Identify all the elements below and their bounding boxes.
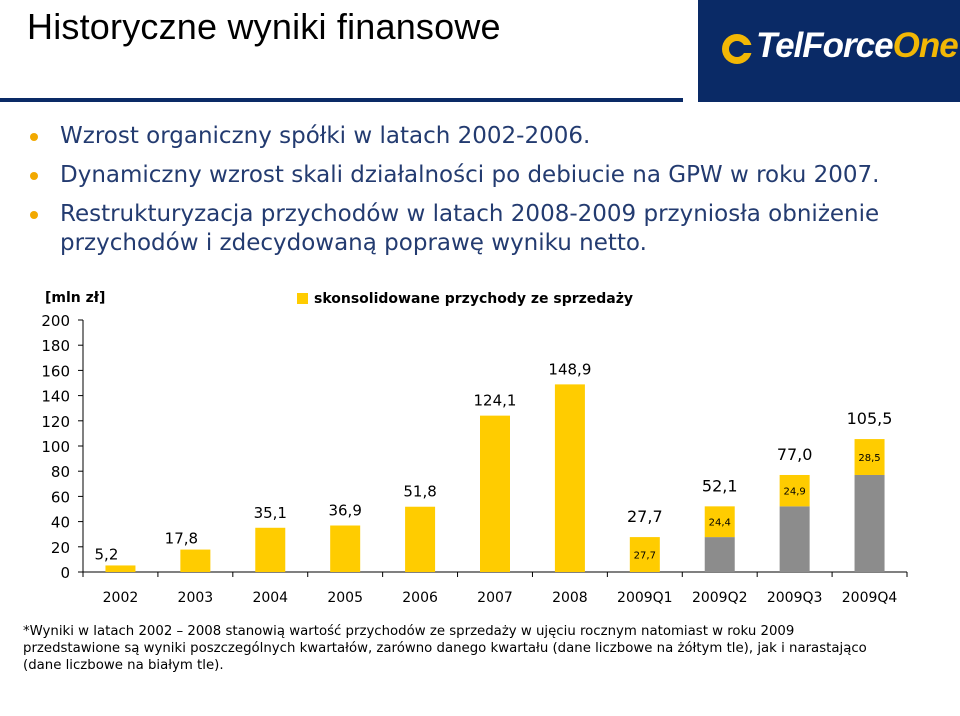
bullet-text: Restrukturyzacja przychodów w latach 2008-2009 przyniosła obniżenie <box>60 201 880 227</box>
bullet-text: Dynamiczny wzrost skali działalności po debiucie na GPW w roku 2007. <box>60 162 880 188</box>
y-tick-label: 100 <box>41 438 70 456</box>
x-tick-label: 2007 <box>477 590 513 606</box>
y-tick-label: 80 <box>50 463 70 482</box>
footnote-line: (dane liczbowe na białym tle). <box>23 658 224 673</box>
footnote-line: *Wyniki w latach 2002 – 2008 stanowią wartość przychodów ze sprzedaży w ujęciu rocznym natomiast w roku 2009 <box>23 624 795 639</box>
bar-value-label: 148,9 <box>548 360 592 379</box>
bar <box>330 526 360 572</box>
x-tick-label: 2009Q4 <box>841 590 898 606</box>
bullet-item <box>24 122 944 151</box>
y-tick-label: 120 <box>41 412 70 431</box>
legend-label: skonsolidowane przychody ze sprzedaży <box>314 291 634 307</box>
bar-value-label: 36,9 <box>328 501 362 520</box>
bar-value-label: 5,2 <box>94 545 119 564</box>
y-tick-label: 140 <box>41 387 70 406</box>
x-tick-label: 2009Q3 <box>766 590 823 606</box>
bullet-dot-icon <box>30 172 38 180</box>
bar-cumulative-label: 105,5 <box>846 409 893 429</box>
x-tick-label: 2008 <box>552 590 588 606</box>
bar <box>405 507 435 572</box>
x-tick-label: 2002 <box>102 590 139 606</box>
bar-cumulative-label: 77,0 <box>776 444 813 464</box>
bar-value-label: 124,1 <box>473 391 517 410</box>
y-tick-label: 20 <box>50 538 70 557</box>
revenue-chart <box>0 275 960 620</box>
bar <box>180 550 210 572</box>
bar-cumulative-base <box>855 475 885 572</box>
bar-value-label: 35,1 <box>253 503 287 522</box>
footnote <box>23 623 943 674</box>
logo-text <box>756 26 958 66</box>
logo-text-part1: TelForce <box>756 26 893 65</box>
y-tick-label: 60 <box>50 488 70 507</box>
bar-cumulative-base <box>780 506 810 572</box>
y-tick-label: 40 <box>50 513 70 532</box>
title-rule <box>0 98 683 102</box>
bar-cumulative-base <box>705 537 735 572</box>
bar <box>555 384 585 572</box>
bar-value-label: 51,8 <box>403 482 437 501</box>
company-logo <box>698 0 960 102</box>
y-tick-label: 180 <box>41 337 70 356</box>
bullet-dot-icon <box>30 211 38 219</box>
x-tick-label: 2003 <box>177 590 214 606</box>
y-unit-label: [mln zł] <box>45 290 106 306</box>
bar <box>105 565 135 572</box>
y-tick-label: 160 <box>41 362 70 381</box>
bar-quarter-label: 28,5 <box>858 453 881 465</box>
logo-mark-icon <box>720 32 754 66</box>
bar-value-label: 17,8 <box>164 529 199 548</box>
logo-text-part2: One <box>892 26 958 65</box>
bullet-text: Wzrost organiczny spółki w latach 2002-2006. <box>60 123 591 149</box>
bullet-dot-icon <box>30 133 38 141</box>
bar <box>255 528 285 572</box>
x-tick-label: 2009Q2 <box>691 590 748 606</box>
page-title: Historyczne wyniki finansowe <box>27 6 501 47</box>
bar-cumulative-label: 52,1 <box>701 476 738 496</box>
y-tick-label: 0 <box>60 564 70 582</box>
x-tick-label: 2009Q1 <box>617 590 673 606</box>
bar-quarter-label: 24,4 <box>708 517 731 529</box>
legend-swatch <box>297 293 308 304</box>
x-tick-label: 2005 <box>327 590 364 606</box>
x-tick-label: 2006 <box>402 590 438 606</box>
x-tick-label: 2004 <box>252 590 289 606</box>
bar-cumulative-label: 27,7 <box>627 507 663 527</box>
bullet-item <box>24 200 944 258</box>
bar <box>480 416 510 572</box>
y-tick-label: 200 <box>41 312 70 330</box>
bar-quarter-label: 24,9 <box>783 486 806 498</box>
footnote-line: przedstawione są wyniki poszczególnych kwartałów, zarówno danego kwartału (dane liczbowe na żółtym tle), jak i narastająco <box>23 641 867 656</box>
bar-quarter-label: 27,7 <box>633 550 656 562</box>
bullet-text-continuation: przychodów i zdecydowaną poprawę wyniku netto. <box>60 230 647 256</box>
bullet-list <box>24 122 944 268</box>
bullet-item <box>24 161 944 190</box>
